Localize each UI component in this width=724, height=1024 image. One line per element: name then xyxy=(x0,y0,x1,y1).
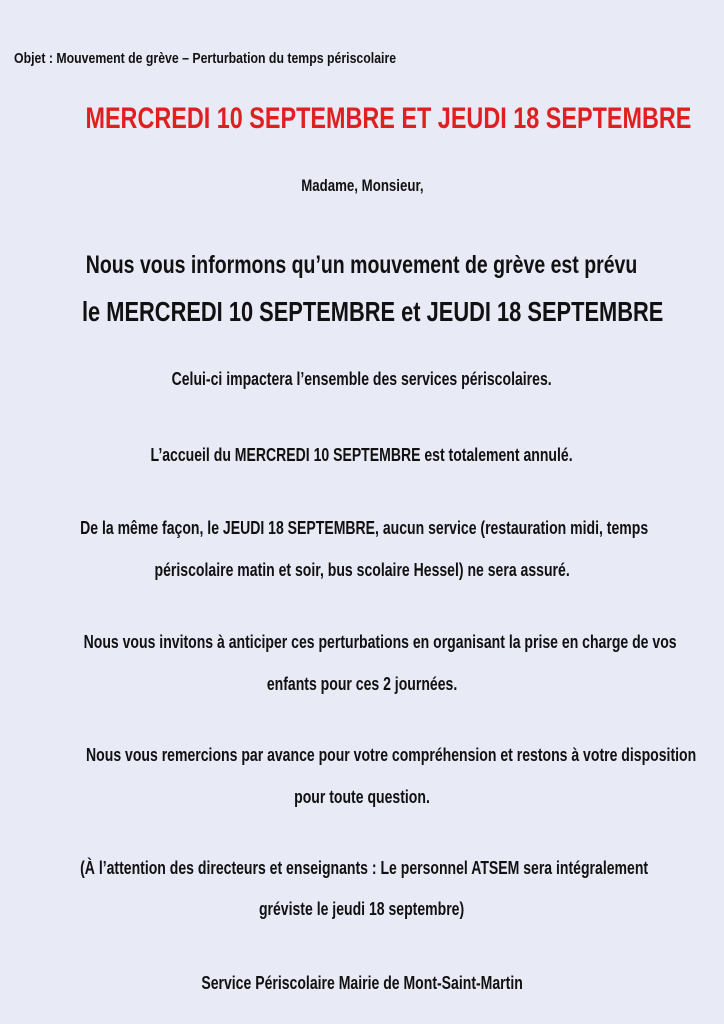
thursday-line-1-text: De la même façon, le JEUDI 18 SEPTEMBRE, aucun service (restauration midi, temps xyxy=(80,518,649,538)
thursday-line-2 xyxy=(0,560,724,581)
wednesday-paragraph xyxy=(0,445,724,466)
invitation-line-1 xyxy=(0,632,724,653)
greeting-text: Madame, Monsieur, xyxy=(300,176,424,195)
wednesday-text: L’accueil du MERCREDI 10 SEPTEMBRE est totalement annulé. xyxy=(150,445,574,465)
attention-line-2-text: gréviste le jeudi 18 septembre) xyxy=(259,899,465,919)
intro-line-2-text: le MERCREDI 10 SEPTEMBRE et JEUDI 18 SEPTEMBRE xyxy=(81,296,664,327)
impact-text: Celui-ci impactera l’ensemble des services périscolaires. xyxy=(171,369,553,389)
invitation-line-2 xyxy=(0,674,724,695)
thursday-line-2-text: périscolaire matin et soir, bus scolaire Hessel) ne sera assuré. xyxy=(154,560,570,580)
thursday-line-1 xyxy=(0,518,724,539)
headline-text: MERCREDI 10 SEPTEMBRE ET JEUDI 18 SEPTEMBRE xyxy=(85,102,692,135)
signature xyxy=(0,973,724,994)
intro-line-2 xyxy=(0,296,724,328)
headline-dates xyxy=(0,102,724,136)
signature-text: Service Périscolaire Mairie de Mont-Saint-Martin xyxy=(201,973,523,993)
intro-line-1-text: Nous vous informons qu’un mouvement de grève est prévu xyxy=(86,251,638,279)
impact-paragraph xyxy=(0,369,724,390)
attention-line-1 xyxy=(0,858,724,879)
attention-line-1-text: (À l’attention des directeurs et enseignants : Le personnel ATSEM sera intégralement xyxy=(80,858,649,878)
thanks-line-2-text: pour toute question. xyxy=(294,787,430,807)
attention-line-2 xyxy=(0,899,724,920)
thanks-line-2 xyxy=(0,787,724,808)
subject-line: Objet : Mouvement de grève – Perturbation du temps périscolaire xyxy=(14,50,397,67)
invitation-line-2-text: enfants pour ces 2 journées. xyxy=(266,674,458,694)
invitation-line-1-text: Nous vous invitons à anticiper ces perturbations en organisant la prise en charge de vos xyxy=(83,632,677,652)
intro-line-1 xyxy=(0,251,724,280)
thanks-line-1-text: Nous vous remercions par avance pour votre compréhension et restons à votre disposition xyxy=(86,745,697,765)
thanks-line-1 xyxy=(0,745,724,766)
greeting xyxy=(0,176,724,196)
